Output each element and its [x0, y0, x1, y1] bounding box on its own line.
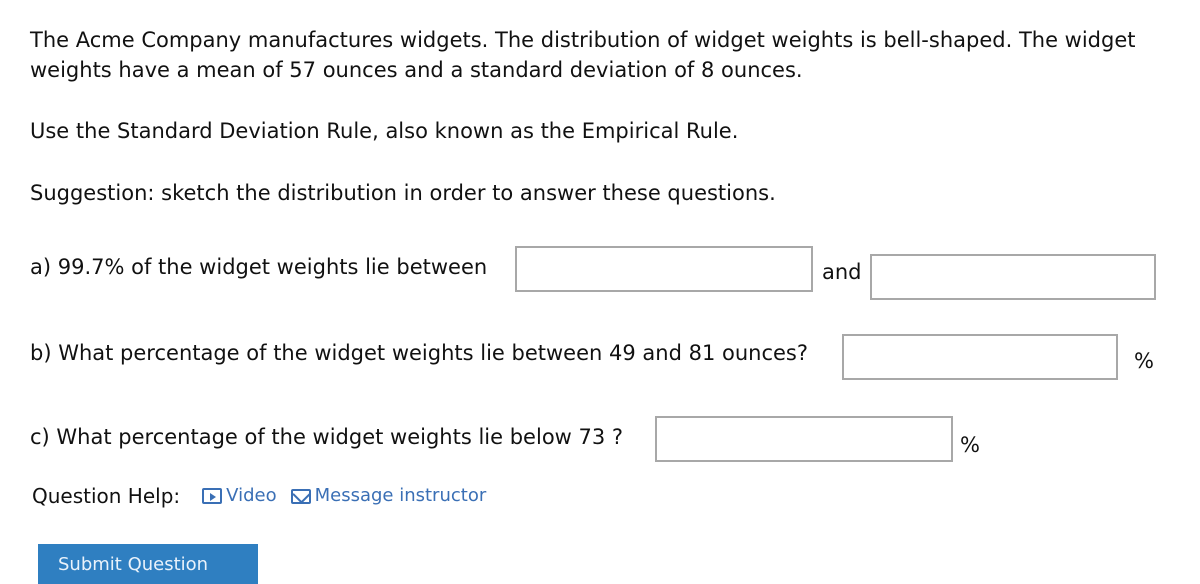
question-help-label: Question Help:	[32, 484, 181, 508]
question-c-input[interactable]	[655, 416, 953, 462]
question-c-text: c) What percentage of the widget weights lie below 73 ?	[30, 425, 624, 449]
instruction-text: Use the Standard Deviation Rule, also known as the Empirical Rule.	[30, 119, 739, 143]
video-help-label: Video	[226, 485, 277, 506]
question-a-connector: and	[822, 260, 862, 284]
message-instructor-label: Message instructor	[314, 485, 487, 506]
suggestion-text: Suggestion: sketch the distribution in order to answer these questions.	[30, 181, 776, 205]
question-b-input[interactable]	[842, 334, 1118, 380]
question-a-lower-input[interactable]	[515, 246, 813, 292]
problem-statement: The Acme Company manufactures widgets. The distribution of widget weights is bell-shaped. The widget weights have a mean of 57 ounces and a standard deviation of 8 ounces.	[30, 28, 1136, 82]
question-a-upper-input[interactable]	[870, 254, 1156, 300]
question-a-text: a) 99.7% of the widget weights lie between	[30, 255, 488, 279]
question-help-bar	[32, 482, 486, 510]
question-b-text: b) What percentage of the widget weights lie between 49 and 81 ounces?	[30, 341, 808, 365]
envelope-icon	[291, 489, 311, 504]
video-play-icon	[202, 488, 222, 504]
question-c-percent-unit: %	[960, 433, 980, 457]
submit-question-button[interactable]: Submit Question	[38, 544, 258, 584]
message-instructor-link[interactable]	[291, 482, 487, 510]
video-help-link[interactable]	[202, 482, 276, 510]
question-b-percent-unit: %	[1134, 349, 1154, 373]
